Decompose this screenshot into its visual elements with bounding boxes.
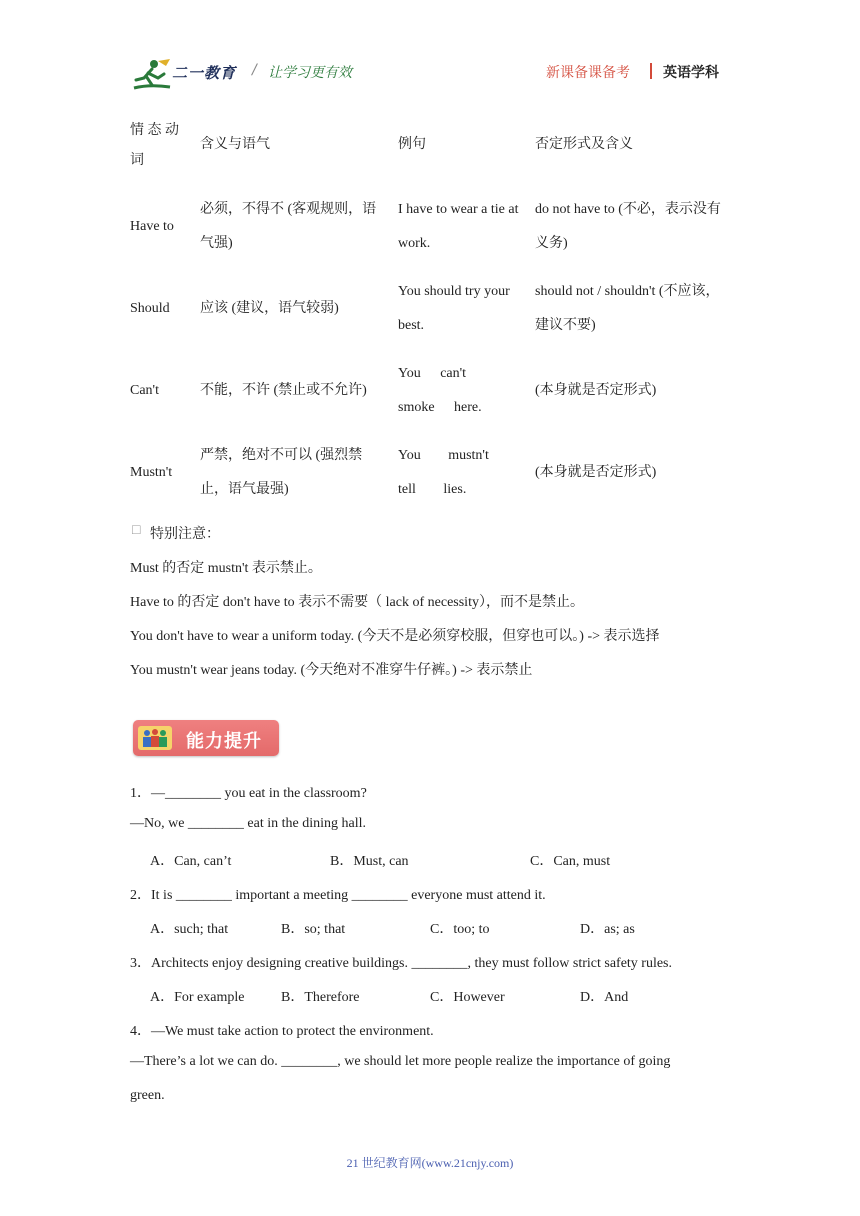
- question-1-option-c: C．Can, must: [530, 854, 611, 869]
- table-row-modal: Have to: [130, 219, 174, 234]
- question-4-stem: 4．—We must take action to protect the environment.: [130, 1024, 434, 1039]
- header-divider: [650, 63, 652, 79]
- table-row-modal: Can't: [130, 383, 159, 398]
- table-row-negative: (本身就是否定形式): [535, 383, 657, 398]
- question-3-option-a: A．For example: [150, 990, 245, 1005]
- table-row-example: You mustn't tell lies.: [398, 448, 489, 497]
- table-row-example: You should try your best.: [398, 284, 510, 333]
- section-badge-label: 能力提升: [186, 731, 262, 752]
- question-3-option-d: D．And: [580, 990, 629, 1005]
- table-row-meaning: 严禁，绝对不可以 (强烈禁止，语气最强): [200, 448, 363, 497]
- table-header-example: 例句: [398, 137, 426, 152]
- question-2-stem: 2．It is ________ important a meeting ________ everyone must attend it.: [130, 888, 546, 903]
- question-1-stem: 1．—________ you eat in the classroom?: [130, 786, 367, 801]
- question-4-reply: —There’s a lot we can do. ________, we should let more people realize the importance of going: [130, 1054, 671, 1069]
- figures-icon: [138, 726, 172, 750]
- note-title: 特别注意：: [150, 527, 220, 542]
- question-1-option-a: A．Can, can’t: [150, 854, 232, 869]
- note-line: Have to 的否定 don't have to 表示不需要（ lack of necessity），而不是禁止。: [130, 595, 584, 610]
- note-line: You don't have to wear a uniform today. (今天不是必须穿校服，但穿也可以。) -> 表示选择: [130, 629, 660, 644]
- footer-link[interactable]: 21 世纪教育网(www.21cnjy.com): [346, 1156, 514, 1170]
- question-4-reply-cont: green.: [130, 1088, 165, 1103]
- question-2-option-b: B．so; that: [281, 922, 346, 937]
- runner-logo-icon: [130, 58, 172, 92]
- note-line: Must 的否定 mustn't 表示禁止。: [130, 561, 322, 576]
- table-row-example: You can't smoke here.: [398, 366, 482, 415]
- question-3-option-b: B．Therefore: [281, 990, 360, 1005]
- question-1-option-b: B．Must, can: [330, 854, 409, 869]
- question-2-option-c: C．too; to: [430, 922, 490, 937]
- logo-text: 二一教育: [172, 64, 237, 82]
- table-row-modal: Mustn't: [130, 465, 173, 480]
- question-3-option-c: C．However: [430, 990, 505, 1005]
- header-slogan: 让学习更有效: [268, 65, 352, 81]
- table-row-meaning: 必须，不得不 (客观规则，语气强): [200, 202, 377, 251]
- table-row-modal: Should: [130, 301, 170, 316]
- header-right-title: 新课备课备考: [546, 65, 630, 81]
- table-row-meaning: 应该 (建议，语气较弱): [200, 301, 339, 316]
- table-header-negative: 否定形式及含义: [535, 137, 633, 152]
- table-row-negative: do not have to (不必，表示没有义务): [535, 202, 721, 251]
- question-3-stem: 3．Architects enjoy designing creative buildings. ________, they must follow strict safety rules.: [130, 956, 673, 971]
- table-row-example: I have to wear a tie at work.: [398, 202, 519, 251]
- table-header-modal: 情 态 动 词: [130, 123, 179, 168]
- note-line: You mustn't wear jeans today. (今天绝对不准穿牛仔裤。) -> 表示禁止: [130, 663, 533, 678]
- question-2-option-a: A．such; that: [150, 922, 229, 937]
- header-subject: 英语学科: [663, 65, 719, 81]
- table-header-meaning: 含义与语气: [200, 137, 270, 152]
- table-row-meaning: 不能，不许 (禁止或不允许): [200, 383, 367, 398]
- table-row-negative: should not / shouldn't (不应该，建议不要): [535, 284, 720, 333]
- header-slash: /: [252, 62, 257, 78]
- question-2-option-d: D．as; as: [580, 922, 635, 937]
- note-marker: □: [132, 523, 141, 538]
- question-1-reply: —No, we ________ eat in the dining hall.: [130, 816, 367, 831]
- table-row-negative: (本身就是否定形式): [535, 465, 657, 480]
